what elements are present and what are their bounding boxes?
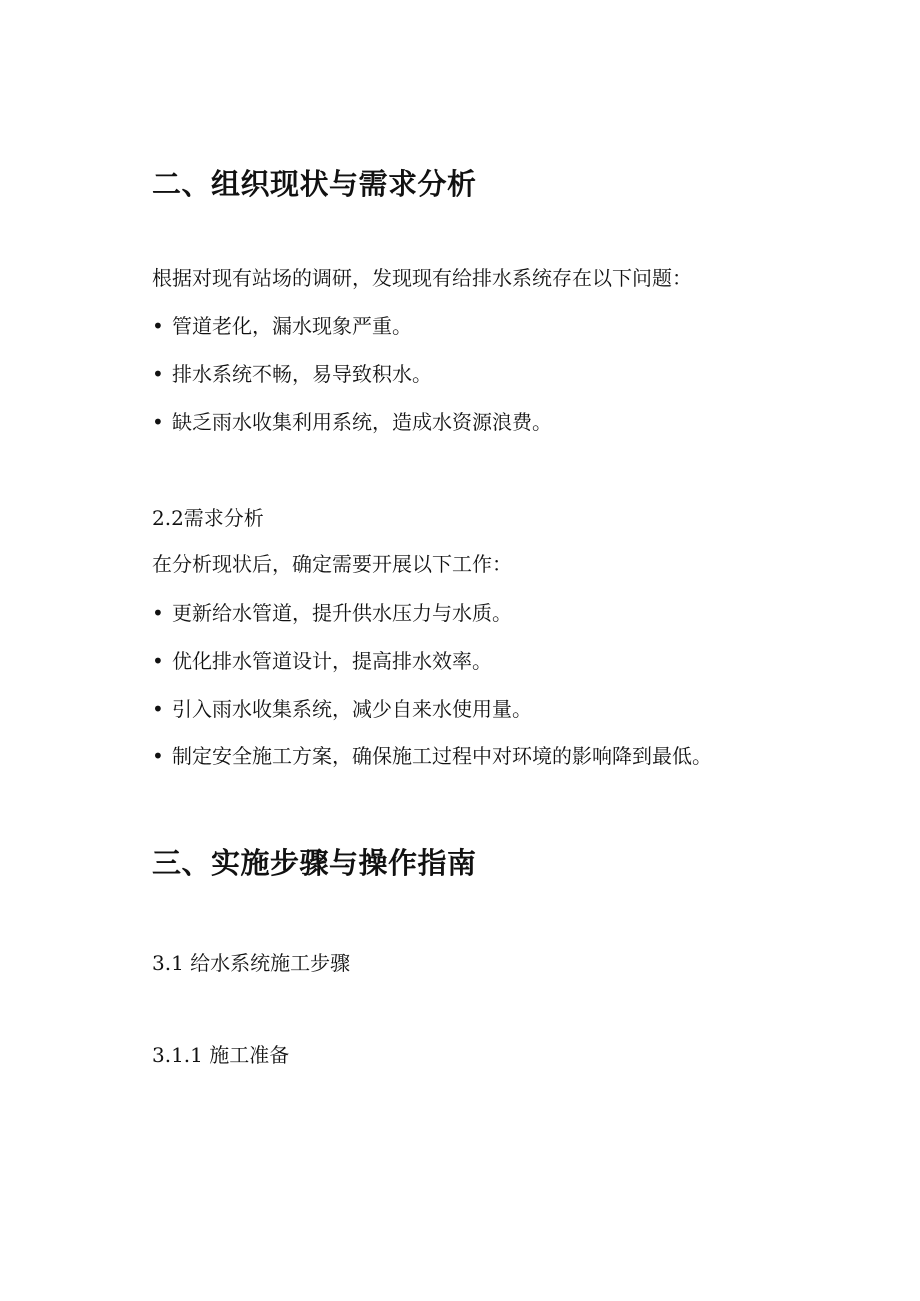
bullet-icon: • (152, 697, 164, 721)
subsection-3-1-1-title: 3.1.1 施工准备 (152, 1043, 290, 1067)
list-item-text: 管道老化，漏水现象严重。 (172, 314, 412, 338)
list-item (152, 746, 712, 766)
bullet-icon: • (152, 744, 164, 768)
bullet-icon: • (152, 362, 164, 386)
bullet-icon: • (152, 410, 164, 434)
subsection-2-2-title: 2.2需求分析 (152, 506, 264, 530)
subsection-3-1-title: 3.1 给水系统施工步骤 (152, 951, 351, 975)
bullet-icon: • (152, 601, 164, 625)
list-item-text: 引入雨水收集系统，减少自来水使用量。 (172, 697, 532, 721)
bullet-icon: • (152, 649, 164, 673)
list-item-text: 排水系统不畅，易导致积水。 (172, 362, 432, 386)
section-2-intro: 根据对现有站场的调研，发现现有给排水系统存在以下问题： (152, 266, 692, 290)
list-item (152, 364, 432, 384)
list-item (152, 699, 532, 719)
section-3-heading: 三、实施步骤与操作指南 (152, 846, 477, 880)
list-item-text: 缺乏雨水收集利用系统，造成水资源浪费。 (172, 410, 552, 434)
section-2-heading: 二、组织现状与需求分析 (152, 167, 477, 201)
list-item-text: 制定安全施工方案，确保施工过程中对环境的影响降到最低。 (172, 744, 712, 768)
list-item (152, 603, 512, 623)
subsection-2-2-intro: 在分析现状后，确定需要开展以下工作： (152, 552, 512, 576)
list-item (152, 412, 552, 432)
list-item-text: 更新给水管道，提升供水压力与水质。 (172, 601, 512, 625)
list-item (152, 651, 492, 671)
list-item-text: 优化排水管道设计，提高排水效率。 (172, 649, 492, 673)
bullet-icon: • (152, 314, 164, 338)
list-item (152, 316, 412, 336)
